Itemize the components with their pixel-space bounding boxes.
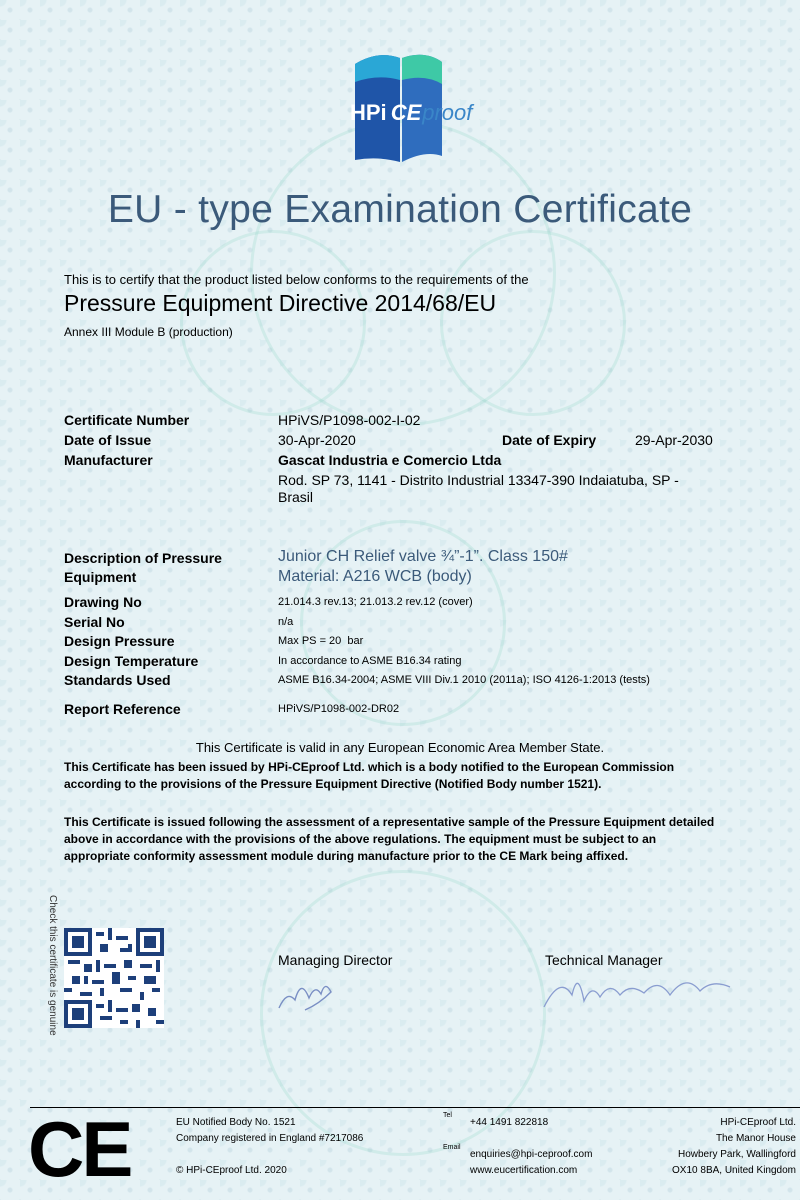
issued-paragraph-line2: according to the provisions of the Pressure Equipment Directive (Notified Body number 1521).	[64, 777, 602, 791]
watermark-swirl	[440, 230, 626, 416]
report-label: Report Reference	[64, 701, 181, 717]
pressure-label: Design Pressure	[64, 633, 175, 649]
assessment-paragraph-line2: above in accordance with the provisions of the above regulations. The equipment must be subject to an	[64, 832, 657, 846]
footer-website[interactable]: www.eucertification.com	[470, 1165, 578, 1176]
issue-date-value: 30-Apr-2020	[278, 432, 356, 448]
footer-tel[interactable]: +44 1491 822818	[470, 1117, 549, 1128]
serial-value: n/a	[278, 616, 294, 628]
logo-ce: CE	[390, 100, 422, 125]
qr-code[interactable]	[64, 928, 164, 1028]
qr-code-graphic	[64, 928, 164, 1028]
managing-director-signature	[275, 970, 345, 1015]
watermark-swirl	[180, 230, 366, 416]
manufacturer-name: Gascat Industria e Comercio Ltda	[278, 452, 502, 468]
footer-tel-label: Tel	[443, 1112, 452, 1119]
description-label-line2: Equipment	[64, 569, 137, 585]
report-value: HPiVS/P1098-002-DR02	[278, 703, 400, 715]
description-line1: Junior CH Relief valve ¾”-1”. Class 150#	[278, 548, 568, 565]
standards-label: Standards Used	[64, 672, 171, 688]
footer-address-line2: The Manor House	[715, 1133, 796, 1144]
intro-text: This is to certify that the product listed below conforms to the requirements of the	[64, 272, 529, 287]
footer-email-label: Email	[443, 1144, 461, 1151]
cert-number-label: Certificate Number	[64, 412, 190, 428]
valid-statement: This Certificate is valid in any European Economic Area Member State.	[195, 740, 605, 755]
footer-address-line3: Howbery Park, Wallingford	[677, 1149, 796, 1160]
hpi-ceproof-logo	[350, 52, 473, 167]
managing-director-label: Managing Director	[278, 952, 393, 968]
logo-hpi: HPi	[350, 100, 387, 125]
ce-mark: CE	[28, 1105, 131, 1193]
qr-caption-wrapper	[44, 895, 58, 1055]
description-line2: Material: A216 WCB (body)	[278, 568, 472, 585]
logo-proof: proof	[422, 100, 473, 125]
pressure-value: Max PS = 20 bar	[278, 635, 364, 647]
footer-company-reg: Company registered in England #7217086	[176, 1133, 364, 1144]
standards-value: ASME B16.34-2004; ASME VIII Div.1 2010 (2011a); ISO 4126-1:2013 (tests)	[278, 674, 650, 686]
footer-address-line4: OX10 8BA, United Kingdom	[672, 1165, 796, 1176]
qr-caption: Check this certificate is genuine	[47, 895, 58, 1036]
certificate-title: EU - type Examination Certificate	[107, 188, 693, 231]
footer-divider	[30, 1107, 800, 1108]
expiry-date-value: 29-Apr-2030	[635, 432, 713, 448]
drawing-label: Drawing No	[64, 594, 142, 610]
assessment-paragraph-line3: appropriate conformity assessment module during manufacture prior to the CE Mark being affixed.	[64, 849, 629, 863]
footer-email[interactable]: enquiries@hpi-ceproof.com	[470, 1149, 593, 1160]
directive-title: Pressure Equipment Directive 2014/68/EU	[64, 290, 497, 316]
technical-manager-label: Technical Manager	[545, 952, 663, 968]
drawing-value: 21.014.3 rev.13; 21.013.2 rev.12 (cover)	[278, 596, 473, 608]
annex-text: Annex III Module B (production)	[64, 325, 233, 339]
expiry-date-label: Date of Expiry	[502, 432, 597, 448]
manufacturer-label: Manufacturer	[64, 452, 153, 468]
issued-paragraph-line1: This Certificate has been issued by HPi-CEproof Ltd. which is a body notified to the European Commission	[64, 760, 675, 774]
technical-manager-signature	[540, 965, 740, 1015]
cert-number-value: HPiVS/P1098-002-I-02	[278, 412, 421, 428]
temperature-label: Design Temperature	[64, 653, 199, 669]
description-label-line1: Description of Pressure	[64, 550, 222, 566]
footer-address-line1: HPi-CEproof Ltd.	[720, 1117, 796, 1128]
manufacturer-address-line2: Brasil	[278, 489, 314, 505]
footer-notified-body: EU Notified Body No. 1521	[176, 1117, 296, 1128]
manufacturer-address-line1: Rod. SP 73, 1141 - Distrito Industrial 13347-390 Indaiatuba, SP -	[278, 472, 679, 488]
temperature-value: In accordance to ASME B16.34 rating	[278, 655, 462, 667]
assessment-paragraph-line1: This Certificate is issued following the assessment of a representative sample of the Pressure Equipment detailed	[64, 815, 715, 829]
issue-date-label: Date of Issue	[64, 432, 152, 448]
serial-label: Serial No	[64, 614, 125, 630]
footer-copyright: © HPi-CEproof Ltd. 2020	[176, 1165, 287, 1176]
